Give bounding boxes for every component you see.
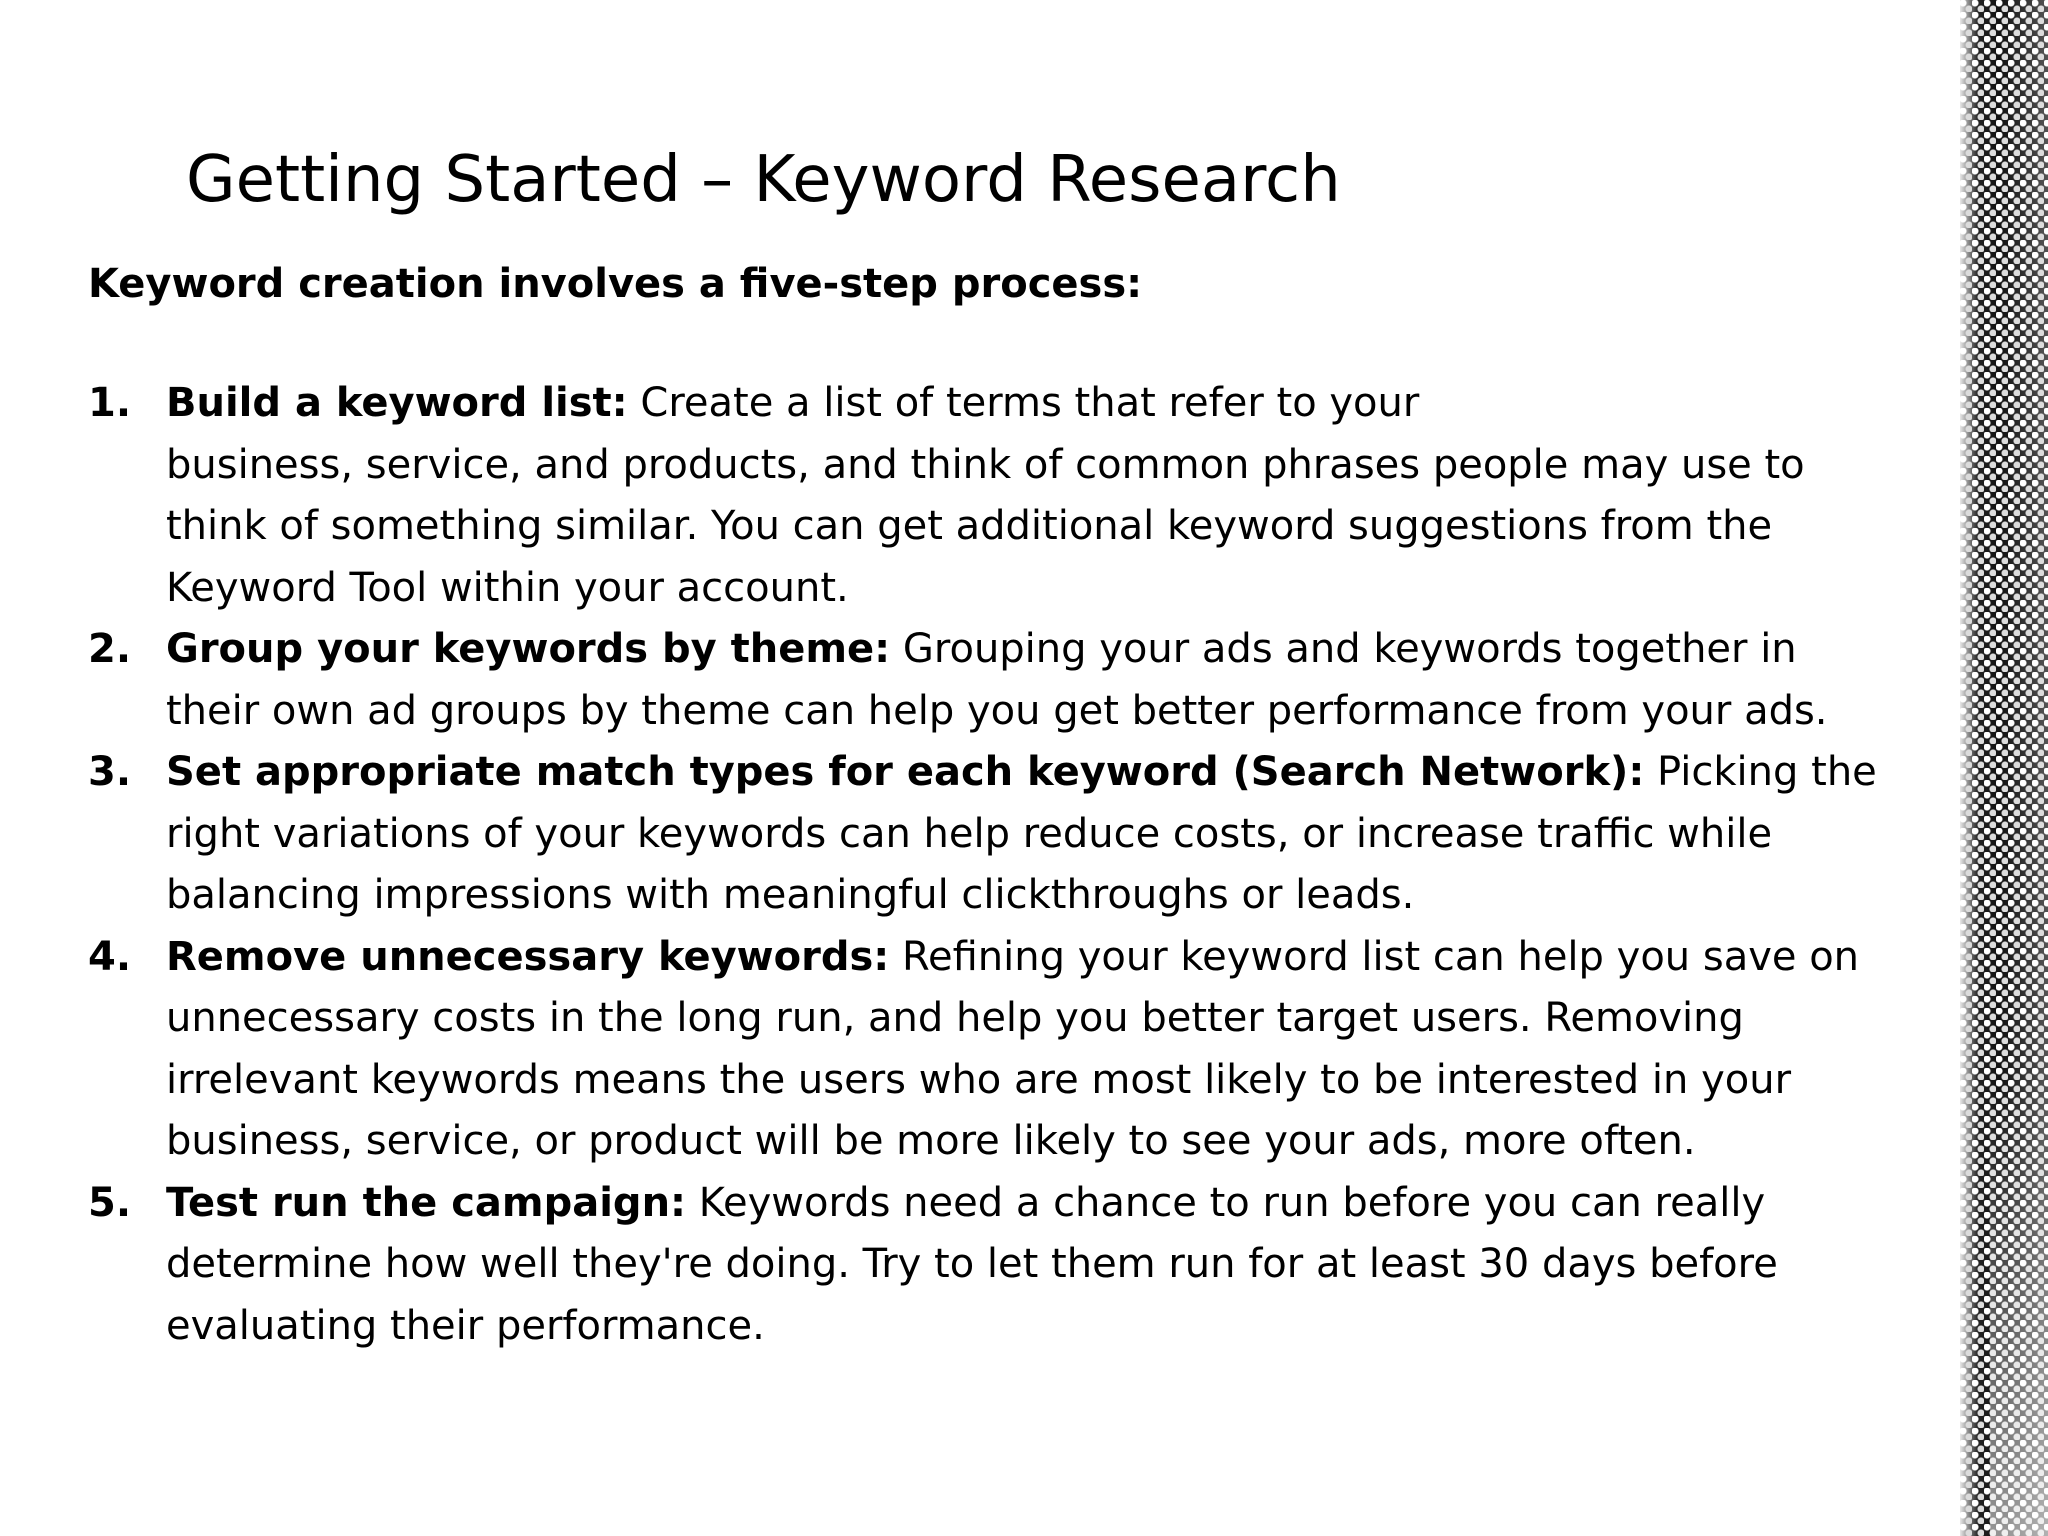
step-5 <box>88 1173 1888 1358</box>
step-text: Refining your keyword list can help you save on unnecessary costs in the long run, and help you better target users. Removing irrelevant keywords means the users who are most likely to be interested in your business, service, or product will be more likely to see your ads, more often. <box>166 933 1860 1164</box>
step-number: 4. <box>88 933 132 980</box>
intro-text: Keyword creation involves a five-step process: <box>88 261 1143 307</box>
step-4 <box>88 927 1888 1173</box>
step-number: 1. <box>88 380 132 426</box>
slide-title: Getting Started – Keyword Research <box>186 143 1341 217</box>
step-1 <box>88 373 1888 619</box>
step-text: Create a list of terms that refer to your <box>640 380 1420 426</box>
step-2 <box>88 619 1888 742</box>
steps-list <box>88 373 1888 1357</box>
step-text: Keywords need a chance to run before you can really determine how well they're doing. Try to let them run for at least 30 days before evaluating their performance. <box>166 1179 1778 1349</box>
step-number: 2. <box>88 626 132 672</box>
step-title: Remove unnecessary keywords: <box>166 933 890 980</box>
step-3 <box>88 742 1888 927</box>
step-text: Picking the right variations of your keywords can help reduce costs, or increase traffic while balancing impressions with meaningful clickthroughs or leads. <box>166 749 1877 918</box>
step-number: 3. <box>88 749 132 795</box>
step-text: Grouping your ads and keywords together in their own ad groups by theme can help you get better performance from your ads. <box>166 626 1828 734</box>
step-title: Test run the campaign: <box>166 1179 687 1226</box>
step-title: Set appropriate match types for each keyword (Search Network): <box>166 749 1645 795</box>
side-texture-decoration <box>1960 0 2048 1536</box>
step-title: Group your keywords by theme: <box>166 626 891 672</box>
step-text-continued: business, service, and products, and think of common phrases people may use to think of something similar. You can get additional keyword suggestions from the Keyword Tool within your account. <box>166 441 1805 611</box>
step-title: Build a keyword list: <box>166 380 628 426</box>
step-number: 5. <box>88 1179 132 1226</box>
